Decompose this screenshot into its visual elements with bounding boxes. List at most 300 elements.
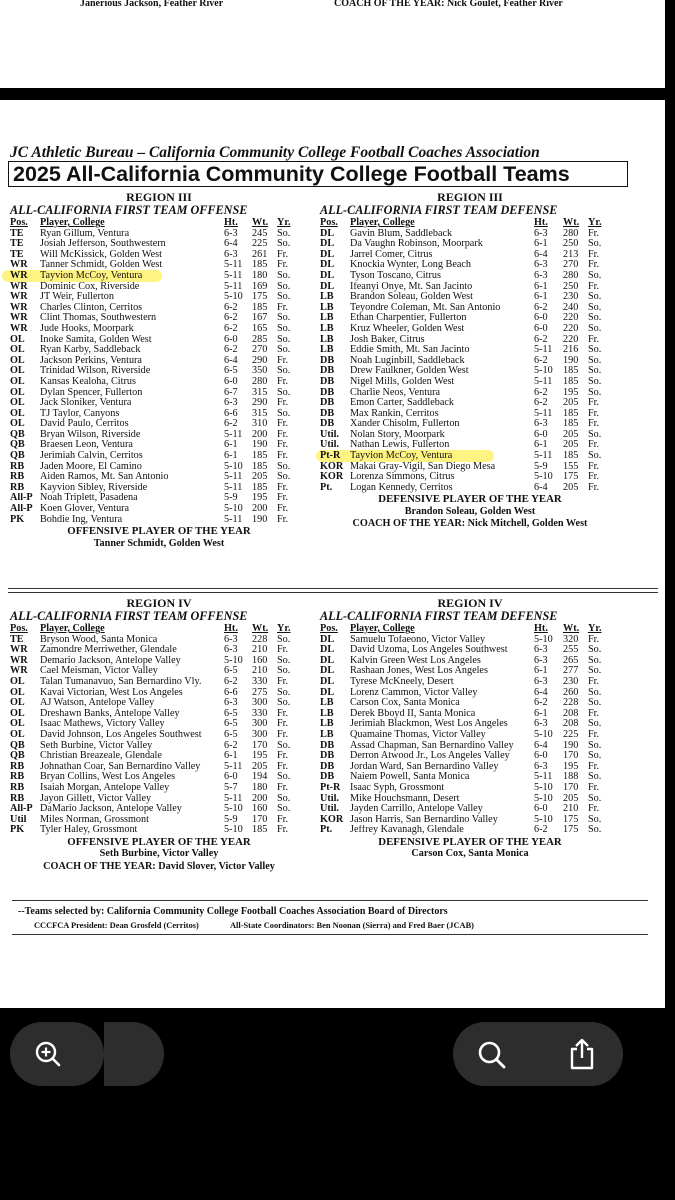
cell-player: Christian Breazeale, Glendale — [40, 751, 162, 762]
cell-player: Bryan Wilson, Riverside — [40, 429, 141, 440]
cell-player: Josiah Jefferson, Southwestern — [40, 239, 166, 250]
cell-height: 6-2 — [224, 301, 238, 313]
document-title: 2025 All-California Community College Football Teams — [8, 161, 628, 187]
cell-position: TE — [10, 239, 24, 250]
cell-position: Util — [10, 814, 27, 825]
cell-position: RB — [10, 761, 25, 772]
right-toolbar-pill — [453, 1022, 623, 1086]
cell-weight: 230 — [563, 291, 579, 303]
roster-row — [10, 677, 308, 688]
header-ht: Ht. — [224, 217, 238, 228]
cell-height: 6-0 — [224, 375, 238, 387]
cell-position: WR — [10, 323, 28, 334]
cell-position: QB — [10, 440, 25, 451]
coach-of-year: COACH OF THE YEAR: Nick Mitchell, Golden West — [352, 518, 588, 530]
cell-player: Jayon Gillett, Victor Valley — [40, 793, 152, 804]
cell-height: 6-5 — [224, 665, 238, 677]
cell-player: Jackson Perkins, Ventura — [40, 355, 142, 366]
cell-year: So. — [277, 665, 291, 677]
cell-height: 6-7 — [224, 386, 238, 398]
cell-position: RB — [10, 772, 25, 783]
cell-year: Fr. — [277, 428, 289, 440]
cell-player: Jerimiah Calvin, Cerritos — [40, 451, 143, 462]
cell-year: So. — [277, 312, 291, 324]
cell-weight: 210 — [252, 665, 268, 677]
cell-weight: 185 — [252, 824, 268, 836]
cell-year: Fr. — [588, 439, 600, 451]
cell-position: DB — [320, 761, 335, 772]
cell-year: So. — [277, 471, 291, 483]
cell-year: So. — [588, 386, 602, 398]
header-pos: Pos. — [10, 623, 28, 634]
cell-weight: 205 — [563, 481, 579, 493]
region-heading: REGION III — [437, 190, 503, 204]
cell-player: Isaac Syph, Grossmont — [350, 782, 445, 793]
cell-year: Fr. — [277, 418, 289, 430]
cell-year: So. — [277, 344, 291, 356]
header-player: Player, College — [350, 217, 415, 228]
cell-player: Bryson Wood, Santa Monica — [40, 634, 158, 645]
cell-weight: 205 — [252, 760, 268, 772]
region-heading: REGION IV — [437, 596, 503, 610]
cell-height: 5-10 — [534, 728, 553, 740]
cell-height: 6-1 — [534, 665, 548, 677]
cell-player: Charles Clinton, Cerritos — [40, 302, 143, 313]
cell-player: Aiden Ramos, Mt. San Antonio — [40, 472, 169, 483]
cell-height: 6-3 — [534, 227, 548, 239]
roster-header — [320, 624, 620, 635]
cell-player: Lorenz Cammon, Victor Valley — [350, 687, 478, 698]
cell-weight: 225 — [252, 238, 268, 250]
cell-weight: 290 — [252, 354, 268, 366]
cell-weight: 180 — [252, 269, 268, 281]
cell-weight: 200 — [252, 503, 268, 515]
roster-table — [10, 218, 308, 525]
cell-player: Jaden Moore, El Camino — [40, 461, 142, 472]
cell-height: 5-10 — [534, 813, 553, 825]
cell-player: Ryan Karby, Saddleback — [40, 345, 141, 356]
cell-weight: 250 — [563, 280, 579, 292]
roster-row — [10, 783, 308, 794]
cell-player: Cael Meisman, Victor Valley — [40, 666, 158, 677]
cell-position: RB — [10, 482, 25, 493]
cell-weight: 315 — [252, 407, 268, 419]
cell-height: 6-6 — [224, 407, 238, 419]
cell-year: Fr. — [277, 439, 289, 451]
cell-weight: 315 — [252, 386, 268, 398]
cell-year: Fr. — [277, 397, 289, 409]
cell-height: 5-11 — [224, 792, 243, 804]
cell-position: RB — [10, 793, 25, 804]
cell-player: Josh Baker, Citrus — [350, 334, 425, 345]
cell-position: OL — [10, 698, 25, 709]
cell-player: Demario Jackson, Antelope Valley — [40, 655, 181, 666]
cell-player: Tyrese McKneely, Desert — [350, 676, 454, 687]
cell-height: 6-1 — [534, 291, 548, 303]
cell-year: Fr. — [588, 259, 600, 271]
cell-year: Fr. — [277, 354, 289, 366]
cell-height: 6-0 — [224, 333, 238, 345]
roster-row — [320, 825, 620, 836]
cell-height: 6-1 — [534, 707, 548, 719]
cell-year: Fr. — [588, 760, 600, 772]
cell-year: So. — [588, 644, 602, 656]
cell-player: Brandon Soleau, Golden West — [350, 292, 473, 303]
cell-player: Jeffrey Kavanagh, Glendale — [350, 825, 464, 836]
header-player: Player, College — [40, 623, 105, 634]
cell-position: PK — [10, 825, 25, 836]
document-page — [0, 100, 665, 1008]
cell-height: 5-10 — [224, 824, 243, 836]
cell-position: OL — [10, 366, 25, 377]
cell-weight: 280 — [563, 269, 579, 281]
cell-height: 6-2 — [534, 824, 548, 836]
cell-position: OL — [10, 334, 25, 345]
cell-height: 5-11 — [224, 259, 243, 271]
cell-player: Naiem Powell, Santa Monica — [350, 772, 470, 783]
cell-height: 6-3 — [534, 418, 548, 430]
region3-offense-section — [10, 191, 308, 550]
cell-height: 6-1 — [224, 450, 238, 462]
cell-position: DL — [320, 260, 335, 271]
cell-position: QB — [10, 429, 25, 440]
cell-weight: 160 — [252, 803, 268, 815]
cell-height: 6-2 — [224, 322, 238, 334]
offense-poy-name: Tanner Schmidt, Golden West — [93, 537, 225, 549]
cell-height: 6-3 — [534, 654, 548, 666]
cell-position: DL — [320, 249, 335, 260]
cell-year: Fr. — [277, 813, 289, 825]
cell-position: DB — [320, 398, 335, 409]
cell-position: Pt. — [320, 825, 333, 836]
cell-player: Samuelu Tofaeono, Victor Valley — [350, 634, 486, 645]
cell-player: Will McKissick, Golden West — [40, 249, 162, 260]
cell-position: DL — [320, 676, 335, 687]
cell-position: QB — [10, 451, 25, 462]
cell-player: Noah Triplett, Pasadena — [40, 493, 138, 504]
cell-weight: 185 — [563, 418, 579, 430]
cell-position: All-P — [10, 493, 33, 504]
cell-player: Nathan Lewis, Fullerton — [350, 440, 450, 451]
cell-weight: 170 — [252, 813, 268, 825]
cell-year: Fr. — [277, 492, 289, 504]
cell-year: Fr. — [277, 824, 289, 836]
cell-position: QB — [10, 740, 25, 751]
footer-rule-bottom — [12, 934, 648, 935]
roster-row — [320, 483, 620, 494]
cell-position: WR — [10, 313, 28, 324]
roster-row — [10, 515, 308, 526]
cell-weight: 310 — [252, 418, 268, 430]
cell-position: LB — [320, 302, 334, 313]
cell-weight: 280 — [563, 227, 579, 239]
cell-weight: 300 — [252, 697, 268, 709]
cell-weight: 208 — [563, 707, 579, 719]
cell-weight: 300 — [252, 728, 268, 740]
header-yr: Yr. — [277, 217, 291, 228]
cell-player: Rashaan Jones, West Los Angeles — [350, 666, 488, 677]
cell-weight: 330 — [252, 707, 268, 719]
cell-position: WR — [10, 260, 28, 271]
cell-player: Ifeanyi Onye, Mt. San Jacinto — [350, 281, 473, 292]
cell-player: Ryan Gillum, Ventura — [40, 228, 130, 239]
cell-height: 5-11 — [224, 428, 243, 440]
cell-position: RB — [10, 472, 25, 483]
cell-year: So. — [277, 291, 291, 303]
cell-year: Fr. — [588, 675, 600, 687]
cell-weight: 185 — [563, 450, 579, 462]
cell-height: 5-10 — [224, 291, 243, 303]
cell-position: OL — [10, 729, 25, 740]
cell-player: JT Weir, Fullerton — [40, 292, 114, 303]
header-wt: Wt. — [252, 623, 269, 634]
header-ht: Ht. — [534, 623, 548, 634]
cell-player: Johnathan Coar, San Bernardino Valley — [40, 761, 201, 772]
cell-year: Fr. — [588, 333, 600, 345]
cell-player: Bohdie Ing, Ventura — [40, 514, 123, 525]
cell-year: So. — [588, 344, 602, 356]
prev-page-left-text: Janerious Jackson, Feather River — [80, 0, 224, 9]
cell-player: David Uzoma, Los Angeles Southwest — [350, 645, 508, 656]
cell-year: Fr. — [277, 513, 289, 525]
cell-year: So. — [588, 450, 602, 462]
cell-weight: 170 — [252, 739, 268, 751]
defense-poy-label: DEFENSIVE PLAYER OF THE YEAR — [378, 493, 562, 506]
cell-height: 6-5 — [224, 728, 238, 740]
cell-position: OL — [10, 387, 25, 398]
cell-weight: 175 — [563, 813, 579, 825]
cell-player: David Johnson, Los Angeles Southwest — [40, 729, 202, 740]
cell-weight: 167 — [252, 312, 268, 324]
cell-weight: 255 — [563, 644, 579, 656]
cell-height: 6-4 — [534, 686, 548, 698]
cell-player: Koen Glover, Ventura — [40, 504, 130, 515]
cell-position: DB — [320, 366, 335, 377]
cell-weight: 185 — [563, 365, 579, 377]
team-heading: ALL-CALIFORNIA FIRST TEAM OFFENSE — [10, 203, 248, 217]
cell-player: Carson Cox, Santa Monica — [350, 698, 460, 709]
cell-height: 6-5 — [224, 718, 238, 730]
cell-position: TE — [10, 249, 24, 260]
cell-height: 6-3 — [224, 644, 238, 656]
cell-year: Fr. — [588, 248, 600, 260]
cell-height: 5-11 — [224, 471, 243, 483]
cell-weight: 185 — [252, 301, 268, 313]
cell-weight: 175 — [252, 291, 268, 303]
prev-page-right-text: COACH OF THE YEAR: Nick Goulet, Feather River — [334, 0, 563, 9]
cell-player: Seth Burbine, Victor Valley — [40, 740, 153, 751]
region-divider — [8, 588, 658, 593]
cell-player: Tayvion McCoy, Ventura — [40, 270, 143, 281]
previous-page — [0, 0, 665, 88]
cell-position: Util. — [320, 793, 339, 804]
footer-president: CCCFCA President: Dean Grosfeld (Cerritos) — [34, 921, 199, 930]
cell-weight: 216 — [563, 344, 579, 356]
cell-player: Kavai Victorian, West Los Angeles — [40, 687, 183, 698]
cell-height: 5-11 — [224, 481, 243, 493]
cell-weight: 208 — [563, 718, 579, 730]
cell-weight: 210 — [563, 803, 579, 815]
cell-height: 6-2 — [534, 301, 548, 313]
header-player: Player, College — [40, 217, 105, 228]
cell-player: Assad Chapman, San Bernardino Valley — [350, 740, 514, 751]
cell-player: Kansas Kealoha, Citrus — [40, 376, 136, 387]
cell-height: 6-3 — [534, 675, 548, 687]
cell-year: So. — [588, 375, 602, 387]
cell-position: WR — [10, 645, 28, 656]
cell-weight: 275 — [252, 686, 268, 698]
cell-player: Drew Faulkner, Golden West — [350, 366, 469, 377]
cell-player: Lorenza Simmons, Citrus — [350, 472, 455, 483]
cell-height: 6-3 — [534, 259, 548, 271]
cell-height: 5-9 — [534, 460, 548, 472]
cell-height: 6-0 — [534, 750, 548, 762]
search-icon[interactable] — [475, 1038, 509, 1072]
roster-row — [10, 324, 308, 335]
cell-height: 6-3 — [534, 269, 548, 281]
roster-row — [10, 825, 308, 836]
cell-height: 5-9 — [224, 813, 238, 825]
roster-row — [320, 730, 620, 741]
header-player: Player, College — [350, 623, 415, 634]
cell-height: 5-11 — [534, 450, 553, 462]
cell-position: Util. — [320, 440, 339, 451]
cell-player: DaMario Jackson, Antelope Valley — [40, 804, 182, 815]
header-ht: Ht. — [224, 623, 238, 634]
cell-year: So. — [588, 428, 602, 440]
cell-position: DL — [320, 655, 335, 666]
share-icon[interactable] — [565, 1036, 599, 1072]
cell-player: Clint Thomas, Southwestern — [40, 313, 157, 324]
cell-position: WR — [10, 270, 28, 281]
cell-height: 5-10 — [224, 503, 243, 515]
cell-height: 5-9 — [224, 492, 238, 504]
cell-player: Dominic Cox, Riverside — [40, 281, 140, 292]
cell-weight: 261 — [252, 248, 268, 260]
cell-weight: 195 — [252, 750, 268, 762]
roster-row — [320, 324, 620, 335]
cell-player: Xander Chisolm, Fullerton — [350, 419, 460, 430]
header-pos: Pos. — [10, 217, 28, 228]
cell-year: So. — [277, 697, 291, 709]
cell-player: Nolan Story, Moorpark — [350, 429, 445, 440]
cell-weight: 195 — [252, 492, 268, 504]
cell-height: 6-0 — [534, 312, 548, 324]
cell-height: 6-2 — [534, 333, 548, 345]
cell-weight: 220 — [563, 312, 579, 324]
cell-year: Fr. — [588, 460, 600, 472]
cell-year: Fr. — [277, 248, 289, 260]
cell-weight: 185 — [252, 259, 268, 271]
cell-year: Fr. — [588, 481, 600, 493]
region3-defense-section — [320, 191, 620, 531]
cell-height: 5-11 — [534, 344, 553, 356]
roster-row — [320, 677, 620, 688]
cell-position: OL — [10, 398, 25, 409]
cell-year: Fr. — [588, 471, 600, 483]
cell-weight: 260 — [563, 686, 579, 698]
cell-position: LB — [320, 313, 334, 324]
defense-poy-name: Carson Cox, Santa Monica — [411, 848, 529, 860]
cell-height: 5-7 — [224, 781, 238, 793]
cell-height: 5-10 — [534, 792, 553, 804]
cell-weight: 280 — [252, 375, 268, 387]
cell-position: LB — [320, 698, 334, 709]
header-ht: Ht. — [534, 217, 548, 228]
cell-weight: 200 — [252, 428, 268, 440]
cell-year: Fr. — [277, 503, 289, 515]
cell-year: So. — [588, 739, 602, 751]
coach-of-year: COACH OF THE YEAR: David Slover, Victor Valley — [43, 860, 275, 872]
cell-weight: 240 — [563, 301, 579, 313]
cell-year: So. — [277, 386, 291, 398]
cell-weight: 188 — [563, 771, 579, 783]
cell-height: 6-3 — [534, 644, 548, 656]
roster-row — [320, 271, 620, 282]
cell-weight: 330 — [252, 675, 268, 687]
cell-weight: 185 — [252, 460, 268, 472]
cell-year: So. — [277, 686, 291, 698]
cell-weight: 205 — [563, 397, 579, 409]
cell-position: DB — [320, 387, 335, 398]
cell-year: So. — [277, 280, 291, 292]
cell-player: Tyler Haley, Grossmont — [40, 825, 138, 836]
cell-height: 6-2 — [224, 344, 238, 356]
cell-weight: 180 — [252, 781, 268, 793]
cell-weight: 160 — [252, 654, 268, 666]
cell-position: Pt-R — [320, 782, 341, 793]
cell-year: So. — [277, 365, 291, 377]
left-toolbar-pill — [10, 1022, 104, 1086]
cell-weight: 169 — [252, 280, 268, 292]
cell-height: 6-2 — [224, 312, 238, 324]
cell-position: RB — [10, 782, 25, 793]
cell-year: Fr. — [588, 728, 600, 740]
cell-height: 6-3 — [534, 760, 548, 772]
region4-offense-section — [10, 597, 308, 873]
cell-weight: 175 — [563, 824, 579, 836]
cell-year: Fr. — [277, 781, 289, 793]
cell-player: Da Vaughn Robinson, Moorpark — [350, 239, 483, 250]
cell-position: DB — [320, 355, 335, 366]
offense-poy-label: OFFENSIVE PLAYER OF THE YEAR — [67, 835, 251, 848]
cell-height: 5-10 — [224, 803, 243, 815]
cell-year: So. — [588, 238, 602, 250]
cell-weight: 270 — [563, 259, 579, 271]
cell-player: Zamondre Merriwether, Glendale — [40, 645, 177, 656]
cell-position: TE — [10, 228, 24, 239]
cell-position: LB — [320, 345, 334, 356]
cell-position: LB — [320, 729, 334, 740]
cell-year: So. — [588, 312, 602, 324]
cell-year: So. — [588, 365, 602, 377]
cell-position: DL — [320, 666, 335, 677]
cell-player: Gavin Blum, Saddleback — [350, 228, 453, 239]
footer-rule — [12, 900, 648, 901]
cell-year: So. — [588, 291, 602, 303]
cell-height: 5-10 — [534, 633, 553, 645]
cell-weight: 194 — [252, 771, 268, 783]
cell-position: OL — [10, 376, 25, 387]
cell-year: So. — [277, 633, 291, 645]
cell-height: 6-1 — [534, 238, 548, 250]
cell-year: Fr. — [588, 418, 600, 430]
header-wt: Wt. — [252, 217, 269, 228]
zoom-in-icon[interactable] — [32, 1038, 64, 1070]
cell-weight: 185 — [563, 375, 579, 387]
cell-height: 5-11 — [224, 513, 243, 525]
cell-position: OL — [10, 708, 25, 719]
